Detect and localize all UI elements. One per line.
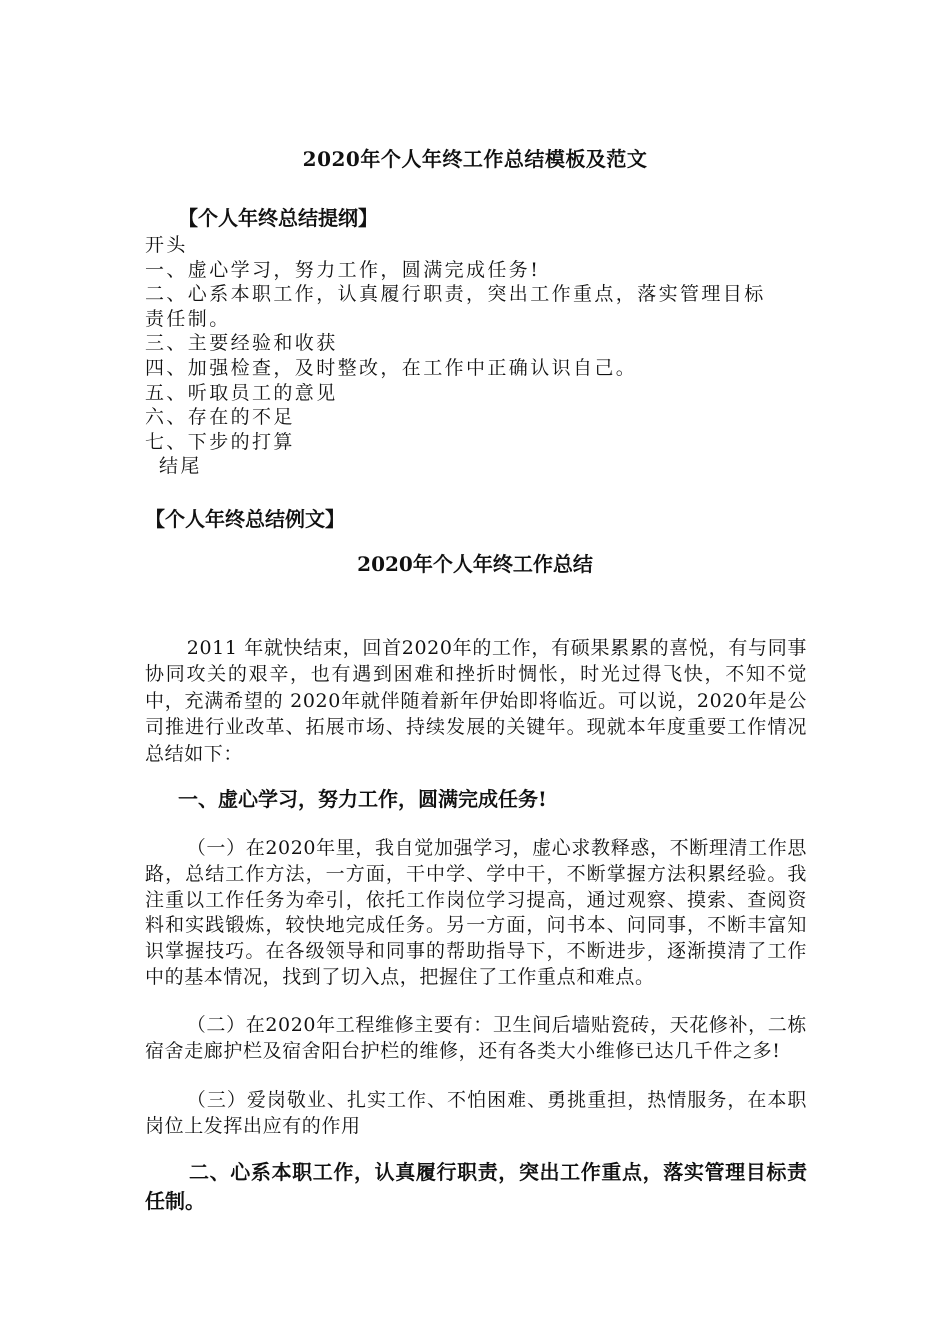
outline-item-4: 四、加强检查，及时整改，在工作中正确认识自己。 [145, 356, 638, 379]
outline-item-opening: 开头 [145, 234, 188, 256]
example-heading: 【个人年终总结例文】 [145, 507, 345, 531]
section-1-paragraph-3: （三）爱岗敬业、扎实工作、不怕困难、勇挑重担，热情服务，在本职岗位上发挥出应有的作用 [145, 1089, 807, 1137]
intro-paragraph: 2011 年就快结束，回首2020年的工作，有硕果累累的喜悦，有与同事协同攻关的艰辛，也有遇到困难和挫折时惆怅，时光过得飞快，不知不觉中，充满希望的 2020年就伴随着新年伊始即将临近。可以说，2020年是公司推进行业改革、拓展市场、持续发展的关键年。现就本年度重要工作情况总结如下： [145, 637, 807, 765]
section-2-heading: 二、心系本职工作，认真履行职责，突出工作重点，落实管理目标责任制。 [145, 1160, 807, 1213]
section-1-paragraph-1: （一）在2020年里，我自觉加强学习，虚心求教释惑，不断理清工作思路，总结工作方法，一方面，干中学、学中干，不断掌握方法积累经验。我注重以工作任务为牵引，依托工作岗位学习提高，通过观察、摸索、查阅资料和实践锻炼，较快地完成任务。另一方面，问书本、问同事，不断丰富知识掌握技巧。在各级领导和同事的帮助指导下，不断进步，逐渐摸清了工作中的基本情况，找到了切入点，把握住了工作重点和难点。 [145, 837, 807, 988]
outline-item-ending: 结尾 [159, 455, 202, 478]
section-1-paragraph-2: （二）在2020年工程维修主要有：卫生间后墙贴瓷砖，天花修补，二栋宿舍走廊护栏及宿舍阳台护栏的维修，还有各类大小维修已达几千件之多! [145, 1014, 807, 1062]
document-title: 2020年个人年终工作总结模板及范文 [302, 147, 648, 171]
outline-item-3: 三、主要经验和收获 [145, 332, 338, 355]
outline-list [145, 233, 825, 479]
outline-item-2-continued: 责任制。 [145, 307, 231, 330]
outline-item-5: 五、听取员工的意见 [145, 381, 338, 404]
example-title: 2020年个人年终工作总结 [357, 552, 593, 576]
outline-item-2: 二、心系本职工作，认真履行职责，突出工作重点，落实管理目标 [145, 283, 766, 306]
outline-item-1: 一、虚心学习，努力工作，圆满完成任务! [145, 258, 541, 281]
section-1-heading: 一、虚心学习，努力工作，圆满完成任务! [178, 787, 547, 811]
outline-heading: 【个人年终总结提纲】 [178, 206, 378, 230]
outline-item-6: 六、存在的不足 [145, 406, 295, 429]
outline-item-7: 七、下步的打算 [145, 430, 295, 453]
